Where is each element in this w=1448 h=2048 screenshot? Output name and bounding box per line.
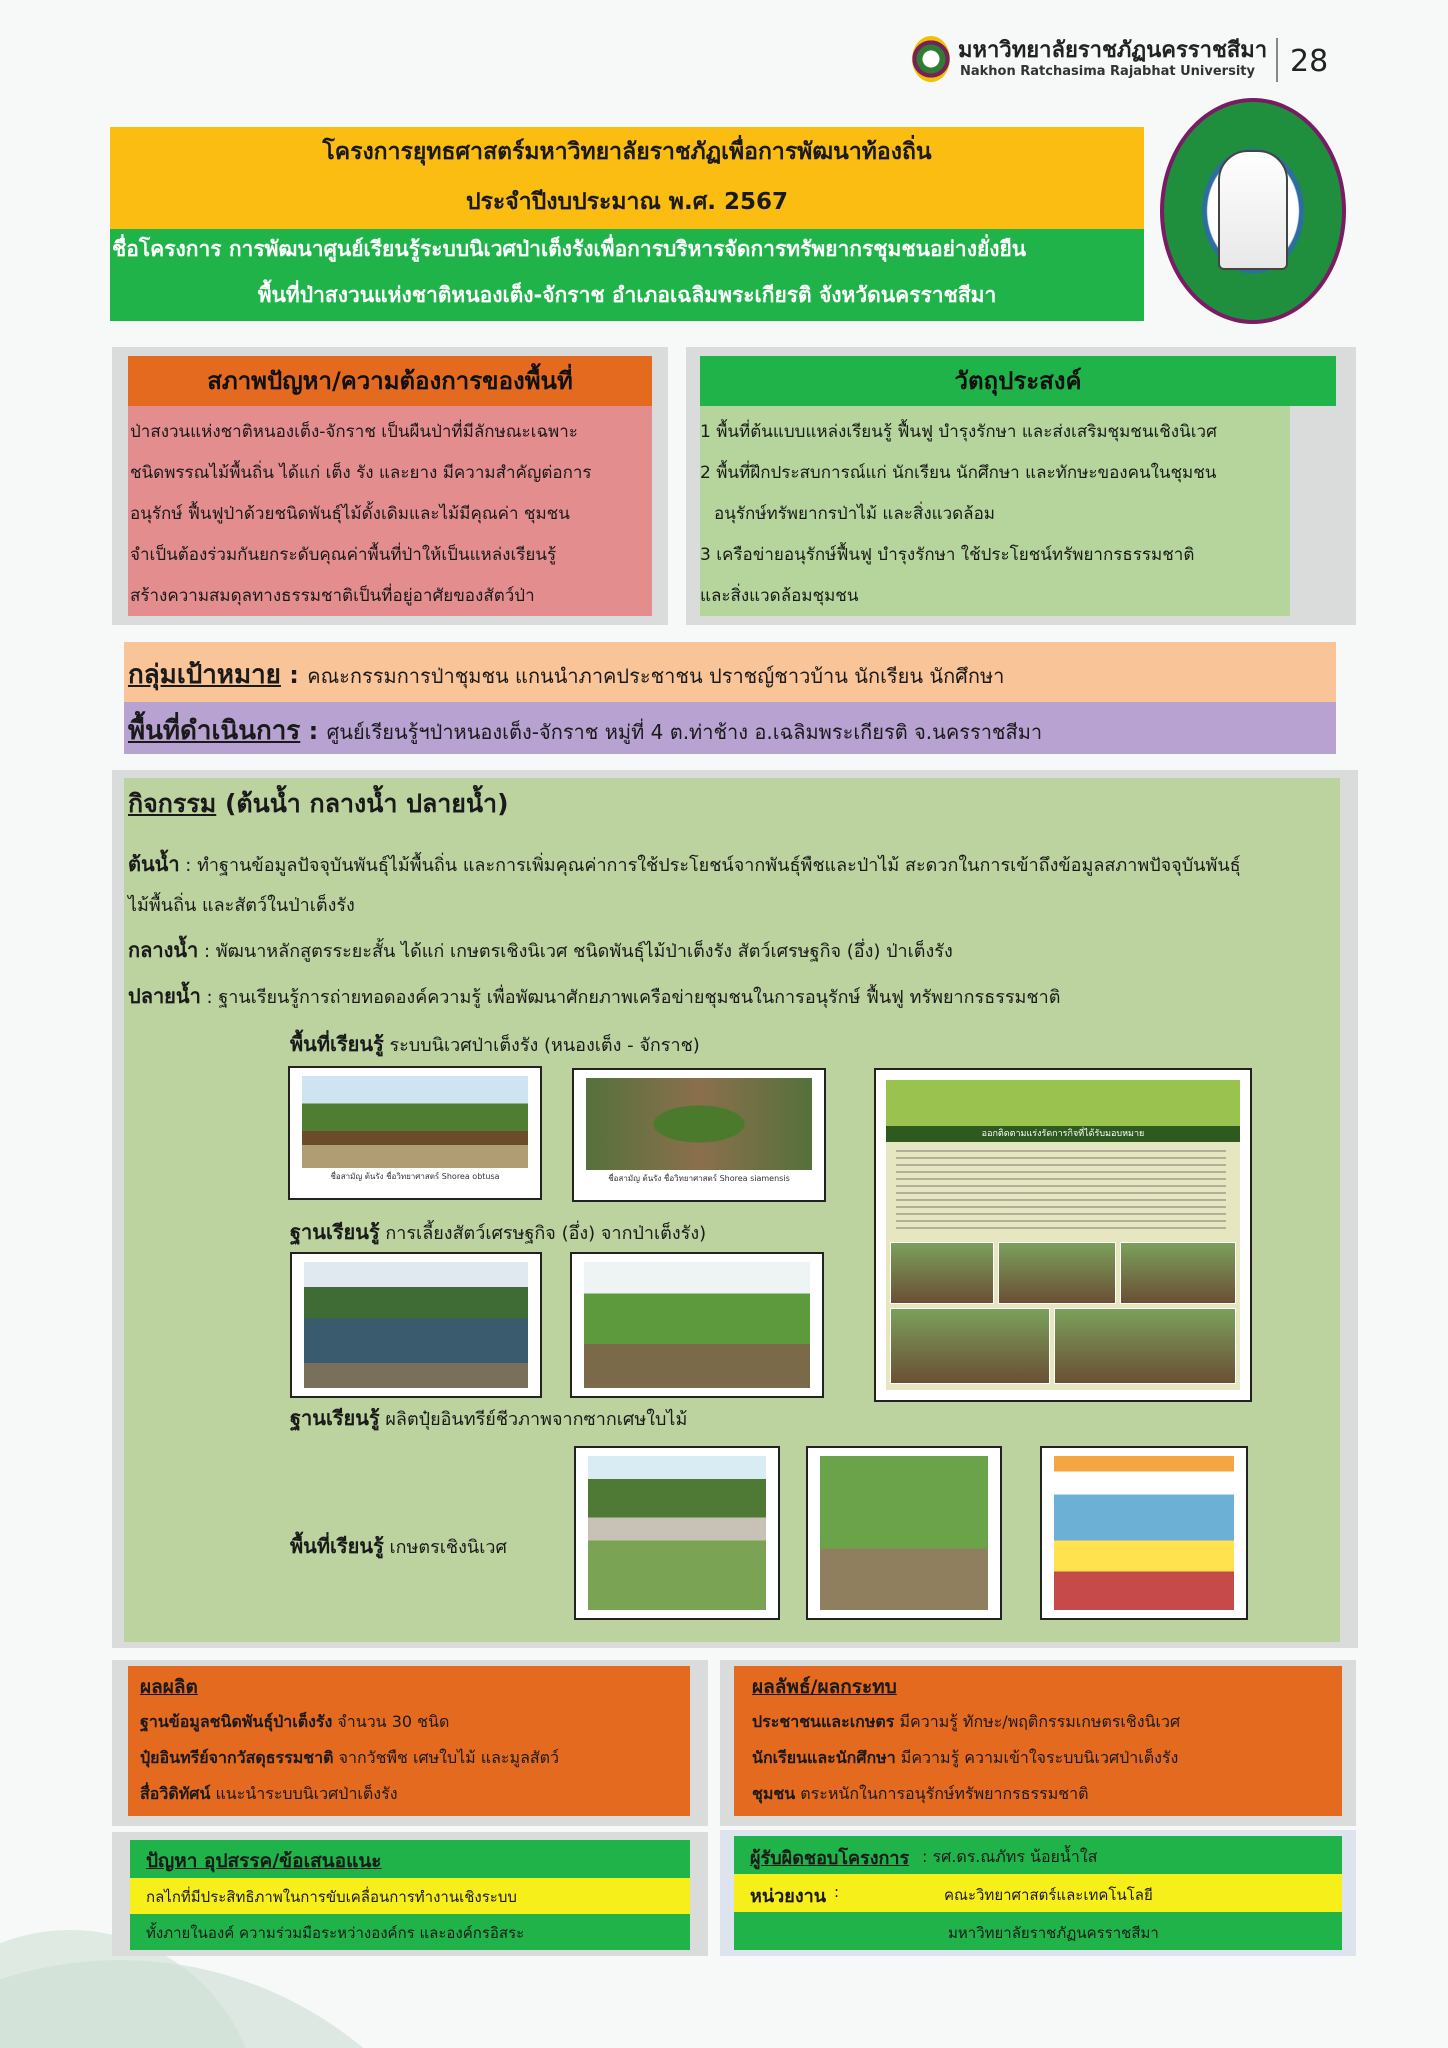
seal-emblem-icon — [1218, 150, 1288, 270]
pond-photo-image — [304, 1262, 528, 1388]
university-logo-icon — [912, 36, 950, 82]
problems-heading: ปัญหา อุปสรรค/ข้อเสนอแนะ — [146, 1850, 382, 1872]
impact-item: ชุมชน ตระหนักในการอนุรักษ์ทรัพยากรธรรมชาติ — [752, 1784, 1089, 1803]
report-photo — [998, 1242, 1116, 1304]
midstream-line: กลางน้ำ : พัฒนาหลักสูตรระยะสั้น ได้แก่ เกษตรเชิงนิเวศ ชนิดพันธุ์ไม้ป่าเต็งรัง สัตว์เศรษฐกิจ (อึ่ง) ป่าเต็งรัง — [128, 938, 953, 962]
unit-bar — [734, 1874, 1342, 1912]
objective-line: อนุรักษ์ทรัพยากรป่าไม้ และสิ่งแวดล้อม — [714, 504, 995, 524]
site-2-line: ฐานเรียนรู้ การเลี้ยงสัตว์เศรษฐกิจ (อึ่ง) จากป่าเต็งรัง) — [290, 1220, 707, 1244]
operation-area-value: ศูนย์เรียนรู้ฯป่าหนองเต็ง-จักราช หมู่ที่ 4 ต.ท่าช้าง อ.เฉลิมพระเกียรติ จ.นครราชสีมา — [326, 720, 1043, 744]
operation-area-label: พื้นที่ดำเนินการ — [128, 716, 301, 746]
output-item: ฐานข้อมูลชนิดพันธุ์ป่าเต็งรัง จำนวน 30 ชนิด — [140, 1712, 450, 1731]
poster-photo-image — [1054, 1456, 1234, 1610]
downstream-line: ปลายน้ำ : ฐานเรียนรู้การถ่ายทอดองค์ความรู้ เพื่อพัฒนาศักยภาพเครือข่ายชุมชนในการอนุรักษ์ ฟื้นฟู ทรัพยากรธรรมชาติ — [128, 984, 1061, 1008]
report-banner: ออกติดตามแร่งรัดการกิจที่ได้รับมอบหมาย — [886, 1126, 1240, 1142]
problems-line-bar — [130, 1878, 690, 1914]
report-photo — [890, 1308, 1050, 1384]
title-banner — [110, 127, 1144, 229]
photo-eco-poster — [1040, 1446, 1248, 1620]
trees-photo-image — [820, 1456, 988, 1610]
problems-line: ทั้งภายในองค์ ความร่วมมือระหว่างองค์กร และองค์กรอิสระ — [146, 1924, 525, 1942]
photo-banana-farm — [570, 1252, 824, 1398]
objectives-heading: วัตถุประสงค์ — [700, 356, 1336, 406]
target-group-bar: กลุ่มเป้าหมาย : คณะกรรมการป่าชุมชน แกนนำภาคประชาชน ปราชญ์ชาวบ้าน นักเรียน นักศึกษา — [124, 642, 1336, 702]
unit-colon: : — [834, 1883, 840, 1901]
responsible-name: : รศ.ดร.ณภัทร น้อยน้ำใส — [922, 1847, 1098, 1866]
photo-caption: ชื่อสามัญ ต้นรัง ชื่อวิทยาศาสตร์ Shorea siamensis — [608, 1174, 790, 1183]
photo-forest-2 — [572, 1068, 826, 1202]
responsible-bar — [734, 1836, 1342, 1874]
photo-eco-farm — [806, 1446, 1002, 1620]
photo-forest-1 — [288, 1066, 542, 1200]
report-poster — [874, 1068, 1252, 1402]
target-group-label: กลุ่มเป้าหมาย — [128, 660, 281, 690]
objectives-body — [700, 406, 1290, 616]
problem-body — [128, 406, 652, 616]
unit-faculty: คณะวิทยาศาสตร์และเทคโนโลยี — [944, 1886, 1153, 1904]
target-group-value: คณะกรรมการป่าชุมชน แกนนำภาคประชาชน ปราชญ์ชาวบ้าน นักเรียน นักศึกษา — [307, 664, 1005, 688]
leaf-photo-image — [586, 1078, 812, 1170]
objective-line: 3 เครือข่ายอนุรักษ์ฟื้นฟู บำรุงรักษา ใช้ประโยชน์ทรัพยากรธรรมชาติ — [700, 545, 1195, 565]
report-photo — [1054, 1308, 1236, 1384]
activities-title: กิจกรรม (ต้นน้ำ กลางน้ำ ปลายน้ำ) — [128, 789, 509, 818]
photo-compost-shed — [574, 1446, 780, 1620]
report-photo — [1120, 1242, 1236, 1304]
forest-photo-image — [302, 1076, 528, 1168]
problems-line-bar — [130, 1914, 690, 1950]
university-name-th: มหาวิทยาลัยราชภัฏนครราชสีมา — [958, 38, 1268, 63]
objective-line: 2 พื้นที่ฝึกประสบการณ์แก่ นักเรียน นักศึกษา และทักษะของคนในชุมชน — [700, 463, 1217, 483]
site-3-line: ฐานเรียนรู้ ผลิตปุ๋ยอินทรีย์ชีวภาพจากซากเศษใบไม้ — [290, 1406, 688, 1430]
site-1-line: พื้นที่เรียนรู้ ระบบนิเวศป่าเต็งรัง (หนองเต็ง - จักราช) — [290, 1032, 700, 1056]
project-area: พื้นที่ป่าสงวนแห่งชาติหนองเต็ง-จักราช อำเภอเฉลิมพระเกียรติ จังหวัดนครราชสีมา — [257, 283, 997, 307]
upstream-line: ต้นน้ำ : ทำฐานข้อมูลปัจจุบันพันธุ์ไม้พื้นถิ่น และการเพิ่มคุณค่าการใช้ประโยชน์จากพันธุ์พืชและป่าไม้ สะดวกในการเข้าถึงข้อมูลสภาพปัจจุบันพันธุ์ — [128, 852, 1241, 876]
farm-photo-image — [584, 1262, 810, 1388]
report-photo — [890, 1242, 994, 1304]
upstream-line-2: ไม้พื้นถิ่น และสัตว์ในป่าเต็งรัง — [128, 895, 355, 916]
project-name: ชื่อโครงการ การพัฒนาศูนย์เรียนรู้ระบบนิเวศป่าเต็งรังเพื่อการบริหารจัดการทรัพยากรชุมชนอย่างยั่งยืน — [112, 237, 1027, 261]
problem-line: อนุรักษ์ ฟื้นฟูป่าด้วยชนิดพันธุ์ไม้ดั้งเดิมและไม้มีคุณค่า ชุมชน — [130, 504, 570, 524]
impacts-heading: ผลลัพธ์/ผลกระทบ — [752, 1676, 897, 1698]
report-text-block — [896, 1150, 1226, 1234]
report-header-image — [886, 1080, 1240, 1126]
problem-line: สร้างความสมดุลทางธรรมชาติเป็นที่อยู่อาศัยของสัตว์ป่า — [130, 586, 535, 606]
project-banner — [110, 229, 1144, 321]
output-item: ปุ๋ยอินทรีย์จากวัสดุธรรมชาติ จากวัชพืช เศษใบไม้ และมูลสัตว์ — [140, 1748, 560, 1767]
problem-heading: สภาพปัญหา/ความต้องการของพื้นที่ — [128, 356, 652, 406]
problem-line: ป่าสงวนแห่งชาติหนองเต็ง-จักราช เป็นผืนป่าที่มีลักษณะเฉพาะ — [130, 422, 578, 442]
outputs-heading: ผลผลิต — [140, 1676, 198, 1698]
problems-line: กลไกที่มีประสิทธิภาพในการขับเคลื่อนการทำงานเชิงระบบ — [146, 1888, 517, 1906]
header-divider — [1276, 38, 1278, 82]
operation-area-bar: พื้นที่ดำเนินการ : ศูนย์เรียนรู้ฯป่าหนองเต็ง-จักราช หมู่ที่ 4 ต.ท่าช้าง อ.เฉลิมพระเกียรติ จ.นครราชสีมา — [124, 702, 1336, 754]
objective-line: 1 พื้นที่ต้นแบบแหล่งเรียนรู้ ฟื้นฟู บำรุงรักษา และส่งเสริมชุมชนเชิงนิเวศ — [700, 422, 1217, 442]
unit-label: หน่วยงาน — [750, 1886, 827, 1907]
shed-photo-image — [588, 1456, 766, 1610]
impact-item: ประชาชนและเกษตร มีความรู้ ทักษะ/พฤติกรรมเกษตรเชิงนิเวศ — [752, 1712, 1181, 1731]
problem-line: จำเป็นต้องร่วมกันยกระดับคุณค่าพื้นที่ป่าให้เป็นแหล่งเรียนรู้ — [130, 545, 557, 565]
unit-university: มหาวิทยาลัยราชภัฏนครราชสีมา — [948, 1924, 1159, 1942]
responsible-label: ผู้รับผิดชอบโครงการ — [750, 1848, 910, 1869]
title-line-2: ประจำปีงบประมาณ พ.ศ. 2567 — [465, 189, 789, 215]
photo-frog-pond — [290, 1252, 542, 1398]
problem-line: ชนิดพรรณไม้พื้นถิ่น ได้แก่ เต็ง รัง และยาง มีความสำคัญต่อการ — [130, 463, 592, 483]
impact-item: นักเรียนและนักศึกษา มีความรู้ ความเข้าใจระบบนิเวศป่าเต็งรัง — [752, 1748, 1179, 1767]
page-number: 28 — [1290, 44, 1329, 79]
objective-line: และสิ่งแวดล้อมชุมชน — [700, 586, 859, 606]
site-4-line: พื้นที่เรียนรู้ เกษตรเชิงนิเวศ — [290, 1534, 507, 1558]
university-name-en: Nakhon Ratchasima Rajabhat University — [960, 64, 1255, 79]
title-line-1: โครงการยุทธศาสตร์มหาวิทยาลัยราชภัฏเพื่อการพัฒนาท้องถิ่น — [322, 139, 932, 165]
photo-caption: ชื่อสามัญ ต้นรัง ชื่อวิทยาศาสตร์ Shorea obtusa — [330, 1172, 500, 1181]
problems-heading-bar — [130, 1840, 690, 1878]
output-item: สื่อวิดิทัศน์ แนะนำระบบนิเวศป่าเต็งรัง — [140, 1784, 398, 1803]
university-bar — [734, 1912, 1342, 1950]
